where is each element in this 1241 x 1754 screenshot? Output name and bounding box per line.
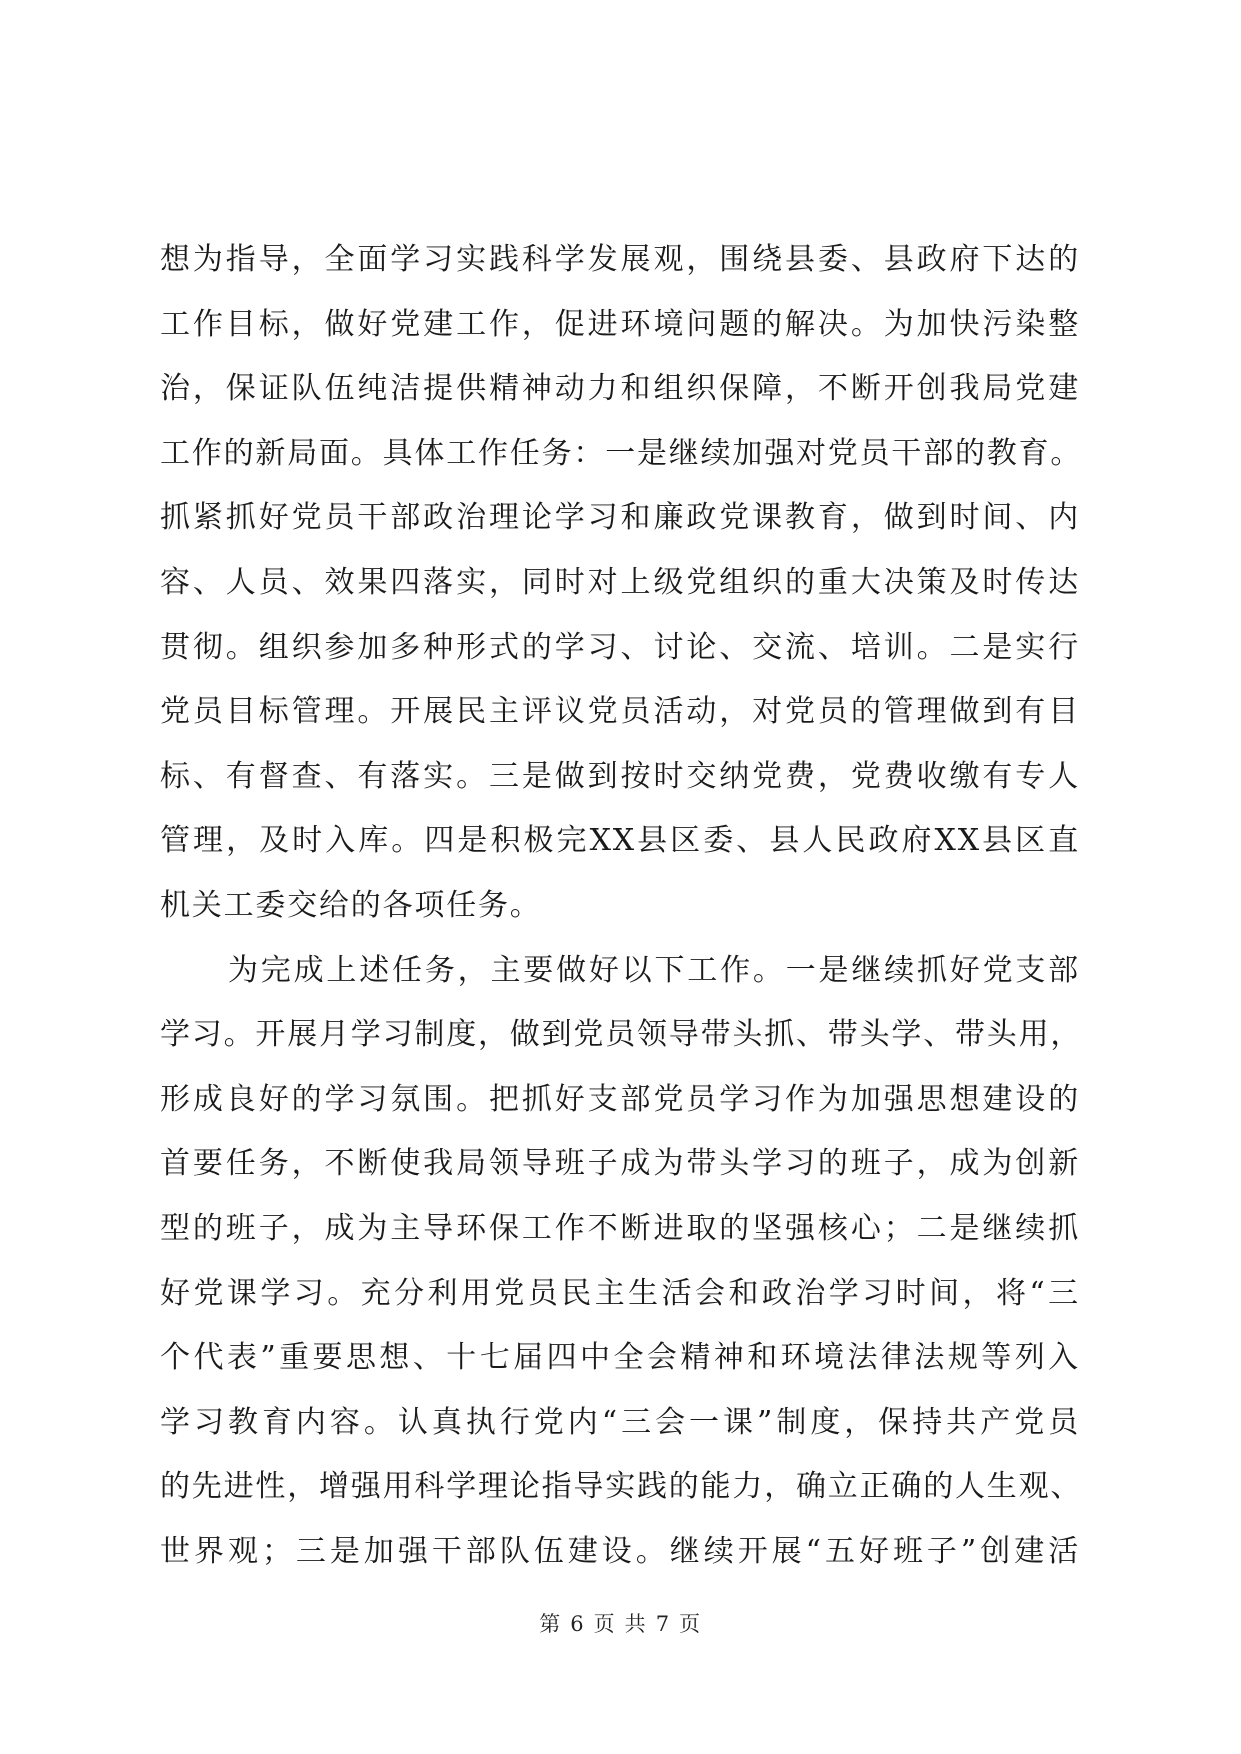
paragraph-2-line: 形成良好的学习氛围。把抓好支部党员学习作为加强思想建设的 — [160, 1081, 1080, 1117]
paragraph-1-line: 治，保证队伍纯洁提供精神动力和组织保障，不断开创我局党建 — [160, 371, 1080, 407]
paragraph-1-line: 想为指导，全面学习实践科学发展观，围绕县委、县政府下达的 — [160, 242, 1080, 277]
body-text — [160, 228, 1083, 1584]
paragraph-2-line: 世界观；三是加强干部队伍建设。继续开展“五好班子”创建活 — [160, 1533, 1080, 1569]
paragraph-2-line: 首要任务，不断使我局领导班子成为带头学习的班子，成为创新 — [160, 1146, 1080, 1182]
paragraph-2-line: 为完成上述任务，主要做好以下工作。一是继续抓好党支部 — [228, 952, 1080, 988]
paragraph-2-line: 个代表”重要思想、十七届四中全会精神和环境法律法规等列入 — [160, 1340, 1080, 1376]
paragraph-2-line: 好党课学习。充分利用党员民主生活会和政治学习时间，将“三 — [160, 1275, 1080, 1311]
page-number-footer: 第 6 页 共 7 页 — [539, 1612, 702, 1636]
paragraph-1-line: 工作目标，做好党建工作，促进环境问题的解决。为加快污染整 — [160, 306, 1080, 342]
paragraph-1-line: 党员目标管理。开展民主评议党员活动，对党员的管理做到有目 — [160, 694, 1080, 730]
paragraph-1-line: 抓紧抓好党员干部政治理论学习和廉政党课教育，做到时间、内 — [160, 500, 1080, 536]
paragraph-2-line: 学习教育内容。认真执行党内“三会一课”制度，保持共产党员 — [160, 1404, 1080, 1440]
paragraph-2-line: 型的班子，成为主导环保工作不断进取的坚强核心；二是继续抓 — [160, 1210, 1080, 1246]
paragraph-1-line: 贯彻。组织参加多种形式的学习、讨论、交流、培训。二是实行 — [160, 629, 1080, 665]
paragraph-1-line: 工作的新局面。具体工作任务：一是继续加强对党员干部的教育。 — [160, 435, 1083, 471]
paragraph-1-line: 标、有督查、有落实。三是做到按时交纳党费，党费收缴有专人 — [160, 758, 1080, 794]
paragraph-2-line: 学习。开展月学习制度，做到党员领导带头抓、带头学、带头用， — [160, 1017, 1083, 1053]
paragraph-1-line: 容、人员、效果四落实，同时对上级党组织的重大决策及时传达 — [160, 564, 1080, 600]
paragraph-1-line: 机关工委交给的各项任务。 — [160, 887, 542, 923]
paragraph-2-line: 的先进性，增强用科学理论指导实践的能力，确立正确的人生观、 — [160, 1469, 1083, 1505]
paragraph-1-line: 管理，及时入库。四是积极完XX县区委、县人民政府XX县区直 — [160, 823, 1080, 859]
